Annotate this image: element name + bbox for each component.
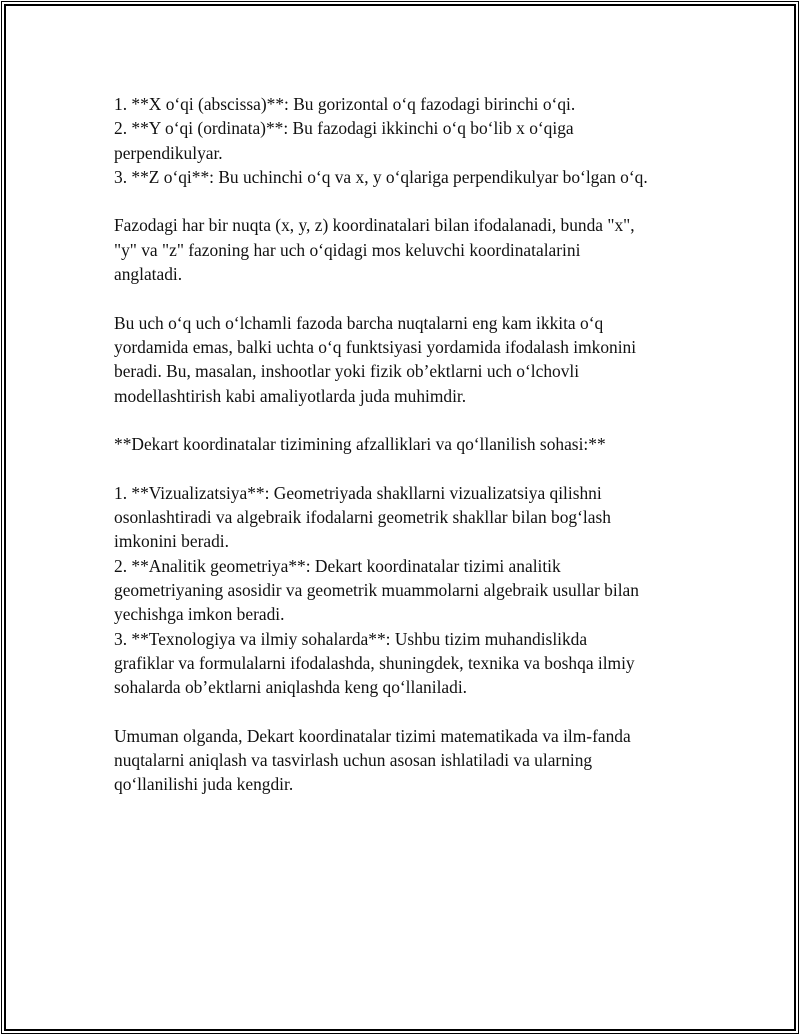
text-line: modellashtirish kabi amaliyotlarda juda muhimdir. — [114, 385, 467, 406]
text-line: grafiklar va formulalarni ifodalashda, shuningdek, texnika va boshqa ilmiy — [114, 652, 635, 673]
text-line: 1. **X o‘qi (abscissa)**: Bu gorizontal o‘q fazodagi birinchi o‘qi. — [114, 94, 576, 114]
text-line: 3. **Texnologiya va ilmiy sohalarda**: Ushbu tizim muhandislikda — [114, 628, 588, 649]
paragraph-conclusion — [114, 724, 704, 797]
text-line: Umuman olganda, Dekart koordinatalar tizimi matematikada va ilm-fanda — [114, 725, 631, 746]
text-line: 3. **Z o‘qi**: Bu uchinchi o‘q va x, y o‘qlariga perpendikulyar bo‘lgan o‘q. — [114, 166, 648, 187]
text-line: "y" va "z" fazoning har uch o‘qidagi mos keluvchi koordinatalarini — [114, 239, 581, 260]
text-line: 2. **Y o‘qi (ordinata)**: Bu fazodagi ikkinchi o‘q bo‘lib x o‘qiga — [114, 118, 574, 139]
text-line: beradi. Bu, masalan, inshootlar yoki fizik ob’ektlarni uch o‘lchovli — [114, 361, 580, 382]
text-line: anglatadi. — [114, 264, 183, 285]
text-line: osonlashtiradi va algebraik ifodalarni geometrik shakllar bilan bog‘lash — [114, 507, 611, 528]
text-line: **Dekart koordinatalar tizimining afzalliklari va qo‘llanilish sohasi:** — [114, 434, 606, 455]
paragraph-point-coordinates — [114, 213, 704, 286]
paragraph-axes-list — [114, 92, 704, 189]
document-body — [114, 92, 704, 821]
text-line: perpendikulyar. — [114, 142, 223, 163]
text-line: yordamida emas, balki uchta o‘q funktsiyasi yordamida ifodalash imkonini — [114, 336, 637, 357]
text-line: 2. **Analitik geometriya**: Dekart koordinatalar tizimi analitik — [114, 555, 561, 576]
text-line: Fazodagi har bir nuqta (x, y, z) koordinatalari bilan ifodalanadi, bunda "x", — [114, 215, 635, 236]
text-line: yechishga imkon beradi. — [114, 604, 285, 625]
paragraph-advantages-list — [114, 481, 704, 700]
text-line: 1. **Vizualizatsiya**: Geometriyada shakllarni vizualizatsiya qilishni — [114, 482, 602, 503]
text-line: qo‘llanilishi juda kengdir. — [114, 774, 294, 795]
text-line: nuqtalarni aniqlash va tasvirlash uchun asosan ishlatiladi va ularning — [114, 750, 593, 771]
section-heading — [114, 432, 704, 456]
text-line: Bu uch o‘q uch o‘lchamli fazoda barcha nuqtalarni eng kam ikkita o‘q — [114, 312, 604, 333]
text-line: geometriyaning asosidir va geometrik muammolarni algebraik usullar bilan — [114, 579, 639, 600]
text-line: sohalarda ob’ektlarni aniqlashda keng qo‘llaniladi. — [114, 677, 468, 698]
text-line: imkonini beradi. — [114, 531, 229, 552]
paragraph-three-axes — [114, 311, 704, 408]
